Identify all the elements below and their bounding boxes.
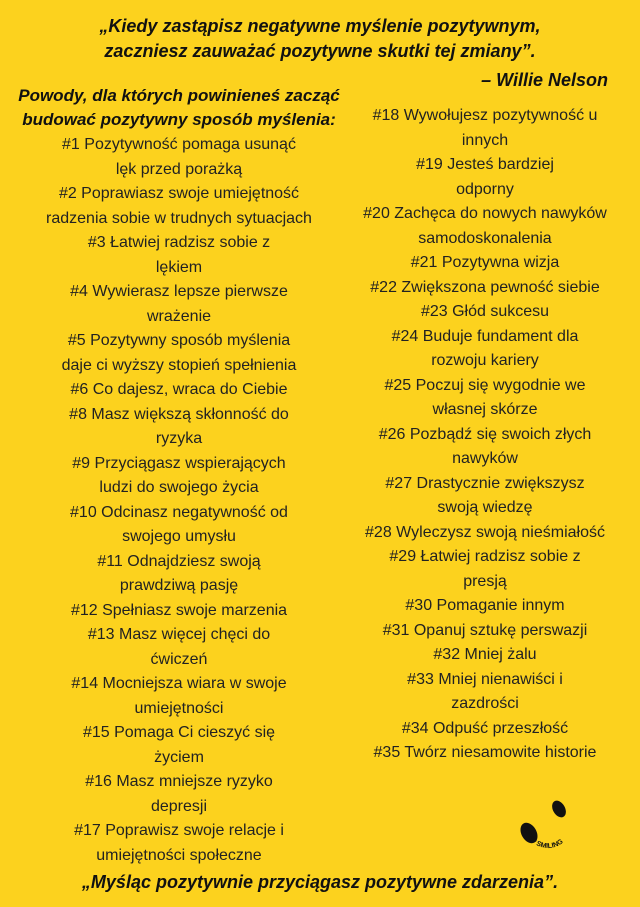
left-reason-line: swojego umysłu xyxy=(122,528,236,545)
top-quote-line-2: zaczniesz zauważać pozytywne skutki tej zmiany”. xyxy=(104,41,536,61)
right-reason-line: #35 Twórz niesamowite historie xyxy=(373,744,597,761)
right-reason-line: innych xyxy=(461,131,509,149)
left-reason-line: #16 Masz mniejsze ryzyko xyxy=(85,773,273,790)
left-reason-line: #15 Pomaga Ci cieszyć się xyxy=(82,724,276,741)
left-reason-line: umiejętności społeczne xyxy=(96,846,262,864)
right-reason-line: zazdrości xyxy=(451,695,519,712)
right-reason-line: #20 Zachęca do nowych nawyków xyxy=(363,205,607,222)
left-reason-line: #6 Co dajesz, wraca do Ciebie xyxy=(70,381,288,398)
right-reason-line: #21 Pozytywna wizja xyxy=(410,254,560,271)
left-reason-line: ćwiczeń xyxy=(150,650,208,668)
right-reason-line: #26 Pozbądź się swoich złych xyxy=(378,425,592,443)
right-reason-line: własnej skórze xyxy=(432,401,538,418)
left-reason-line: życiem xyxy=(154,748,204,766)
left-reason-line: lęk przed porażką xyxy=(115,160,243,178)
right-reason-line: #22 Zwiększona pewność siebie xyxy=(370,278,600,296)
right-reason-line: #18 Wywołujesz pozytywność u xyxy=(372,107,598,124)
left-reason-line: lękiem xyxy=(155,258,203,276)
bottom-quote: „Myśląc pozytywnie przyciągasz pozytywne zdarzenia”. xyxy=(81,872,559,892)
smiley-right-eye xyxy=(549,798,568,820)
right-reason-line: presją xyxy=(463,572,507,590)
left-reason-line: #14 Mocniejsza wiara w swoje xyxy=(71,675,287,692)
right-reason-line: #27 Drastycznie zwiększysz xyxy=(385,474,585,492)
left-reason-line: radzenia sobie w trudnych sytuacjach xyxy=(46,209,312,227)
right-reason-line: #31 Opanuj sztukę perswazji xyxy=(382,621,588,639)
quote-author: – Willie Nelson xyxy=(481,70,608,90)
right-reason-line: swoją wiedzę xyxy=(437,499,533,516)
left-reason-line: umiejętności xyxy=(134,699,224,717)
left-reason-line: depresji xyxy=(150,797,208,815)
right-reason-line: odporny xyxy=(456,180,514,198)
left-reason-line: wrażenie xyxy=(146,307,212,325)
smiley-text-path: KEEP SMILING xyxy=(522,826,565,851)
left-reason-line: #12 Spełniasz swoje marzenia xyxy=(70,601,288,619)
left-reason-line: #3 Łatwiej radzisz sobie z xyxy=(87,234,271,251)
left-reason-line: #11 Odnajdziesz swoją xyxy=(97,552,261,570)
right-reason-line: #24 Buduje fundament dla xyxy=(391,327,579,345)
reasons-title xyxy=(6,84,352,132)
right-reason-line: #33 Mniej nienawiści i xyxy=(407,670,563,688)
right-reason-line: #30 Pomaganie innym xyxy=(405,597,565,614)
right-reason-line: #28 Wyleczysz swoją nieśmiałość xyxy=(365,523,605,541)
right-reason-line: samodoskonalenia xyxy=(418,229,552,247)
right-reason-line: nawyków xyxy=(452,450,518,467)
right-reason-line: #34 Odpuść przeszłość xyxy=(401,719,569,737)
left-reason-line: #9 Przyciągasz wspierających xyxy=(72,454,286,472)
left-reasons-list xyxy=(18,133,340,868)
smiley-text xyxy=(522,827,565,850)
left-reason-line: #8 Masz większą skłonność do xyxy=(69,405,289,423)
right-reason-line: #19 Jesteś bardziej xyxy=(416,156,554,173)
left-reason-line: #4 Wywierasz lepsze pierwsze xyxy=(70,283,288,300)
left-reason-line: #2 Poprawiasz swoje umiejętność xyxy=(58,185,300,202)
left-reason-line: ryzyka xyxy=(155,430,203,447)
left-reason-line: #17 Poprawisz swoje relacje i xyxy=(74,822,284,839)
left-reason-line: #13 Masz więcej chęci do xyxy=(87,626,271,643)
left-reason-line: #10 Odcinasz negatywność od xyxy=(70,503,288,521)
left-reason-line: ludzi do swojego życia xyxy=(99,479,259,496)
top-quote xyxy=(0,14,640,64)
right-reason-line: #23 Głód sukcesu xyxy=(420,303,550,320)
right-reason-line: #29 Łatwiej radzisz sobie z xyxy=(389,548,581,565)
reasons-title-line-1: Powody, dla których powinieneś zacząć xyxy=(18,86,340,105)
right-reason-line: rozwoju kariery xyxy=(431,352,539,369)
right-reasons-list xyxy=(345,104,625,766)
right-reason-line: #32 Mniej żalu xyxy=(433,646,537,663)
left-reason-line: prawdziwą pasję xyxy=(119,577,239,594)
left-reason-line: #1 Pozytywność pomaga usunąć xyxy=(62,136,296,153)
left-reason-line: daje ci wyższy stopień spełnienia xyxy=(61,356,297,374)
left-reason-line: #5 Pozytywny sposób myślenia xyxy=(67,332,291,349)
right-reason-line: #25 Poczuj się wygodnie we xyxy=(384,376,586,394)
top-quote-line-1: „Kiedy zastąpisz negatywne myślenie pozytywnym, xyxy=(99,16,541,36)
smiley-icon xyxy=(512,798,584,870)
reasons-title-line-2: budować pozytywny sposób myślenia: xyxy=(22,110,336,129)
